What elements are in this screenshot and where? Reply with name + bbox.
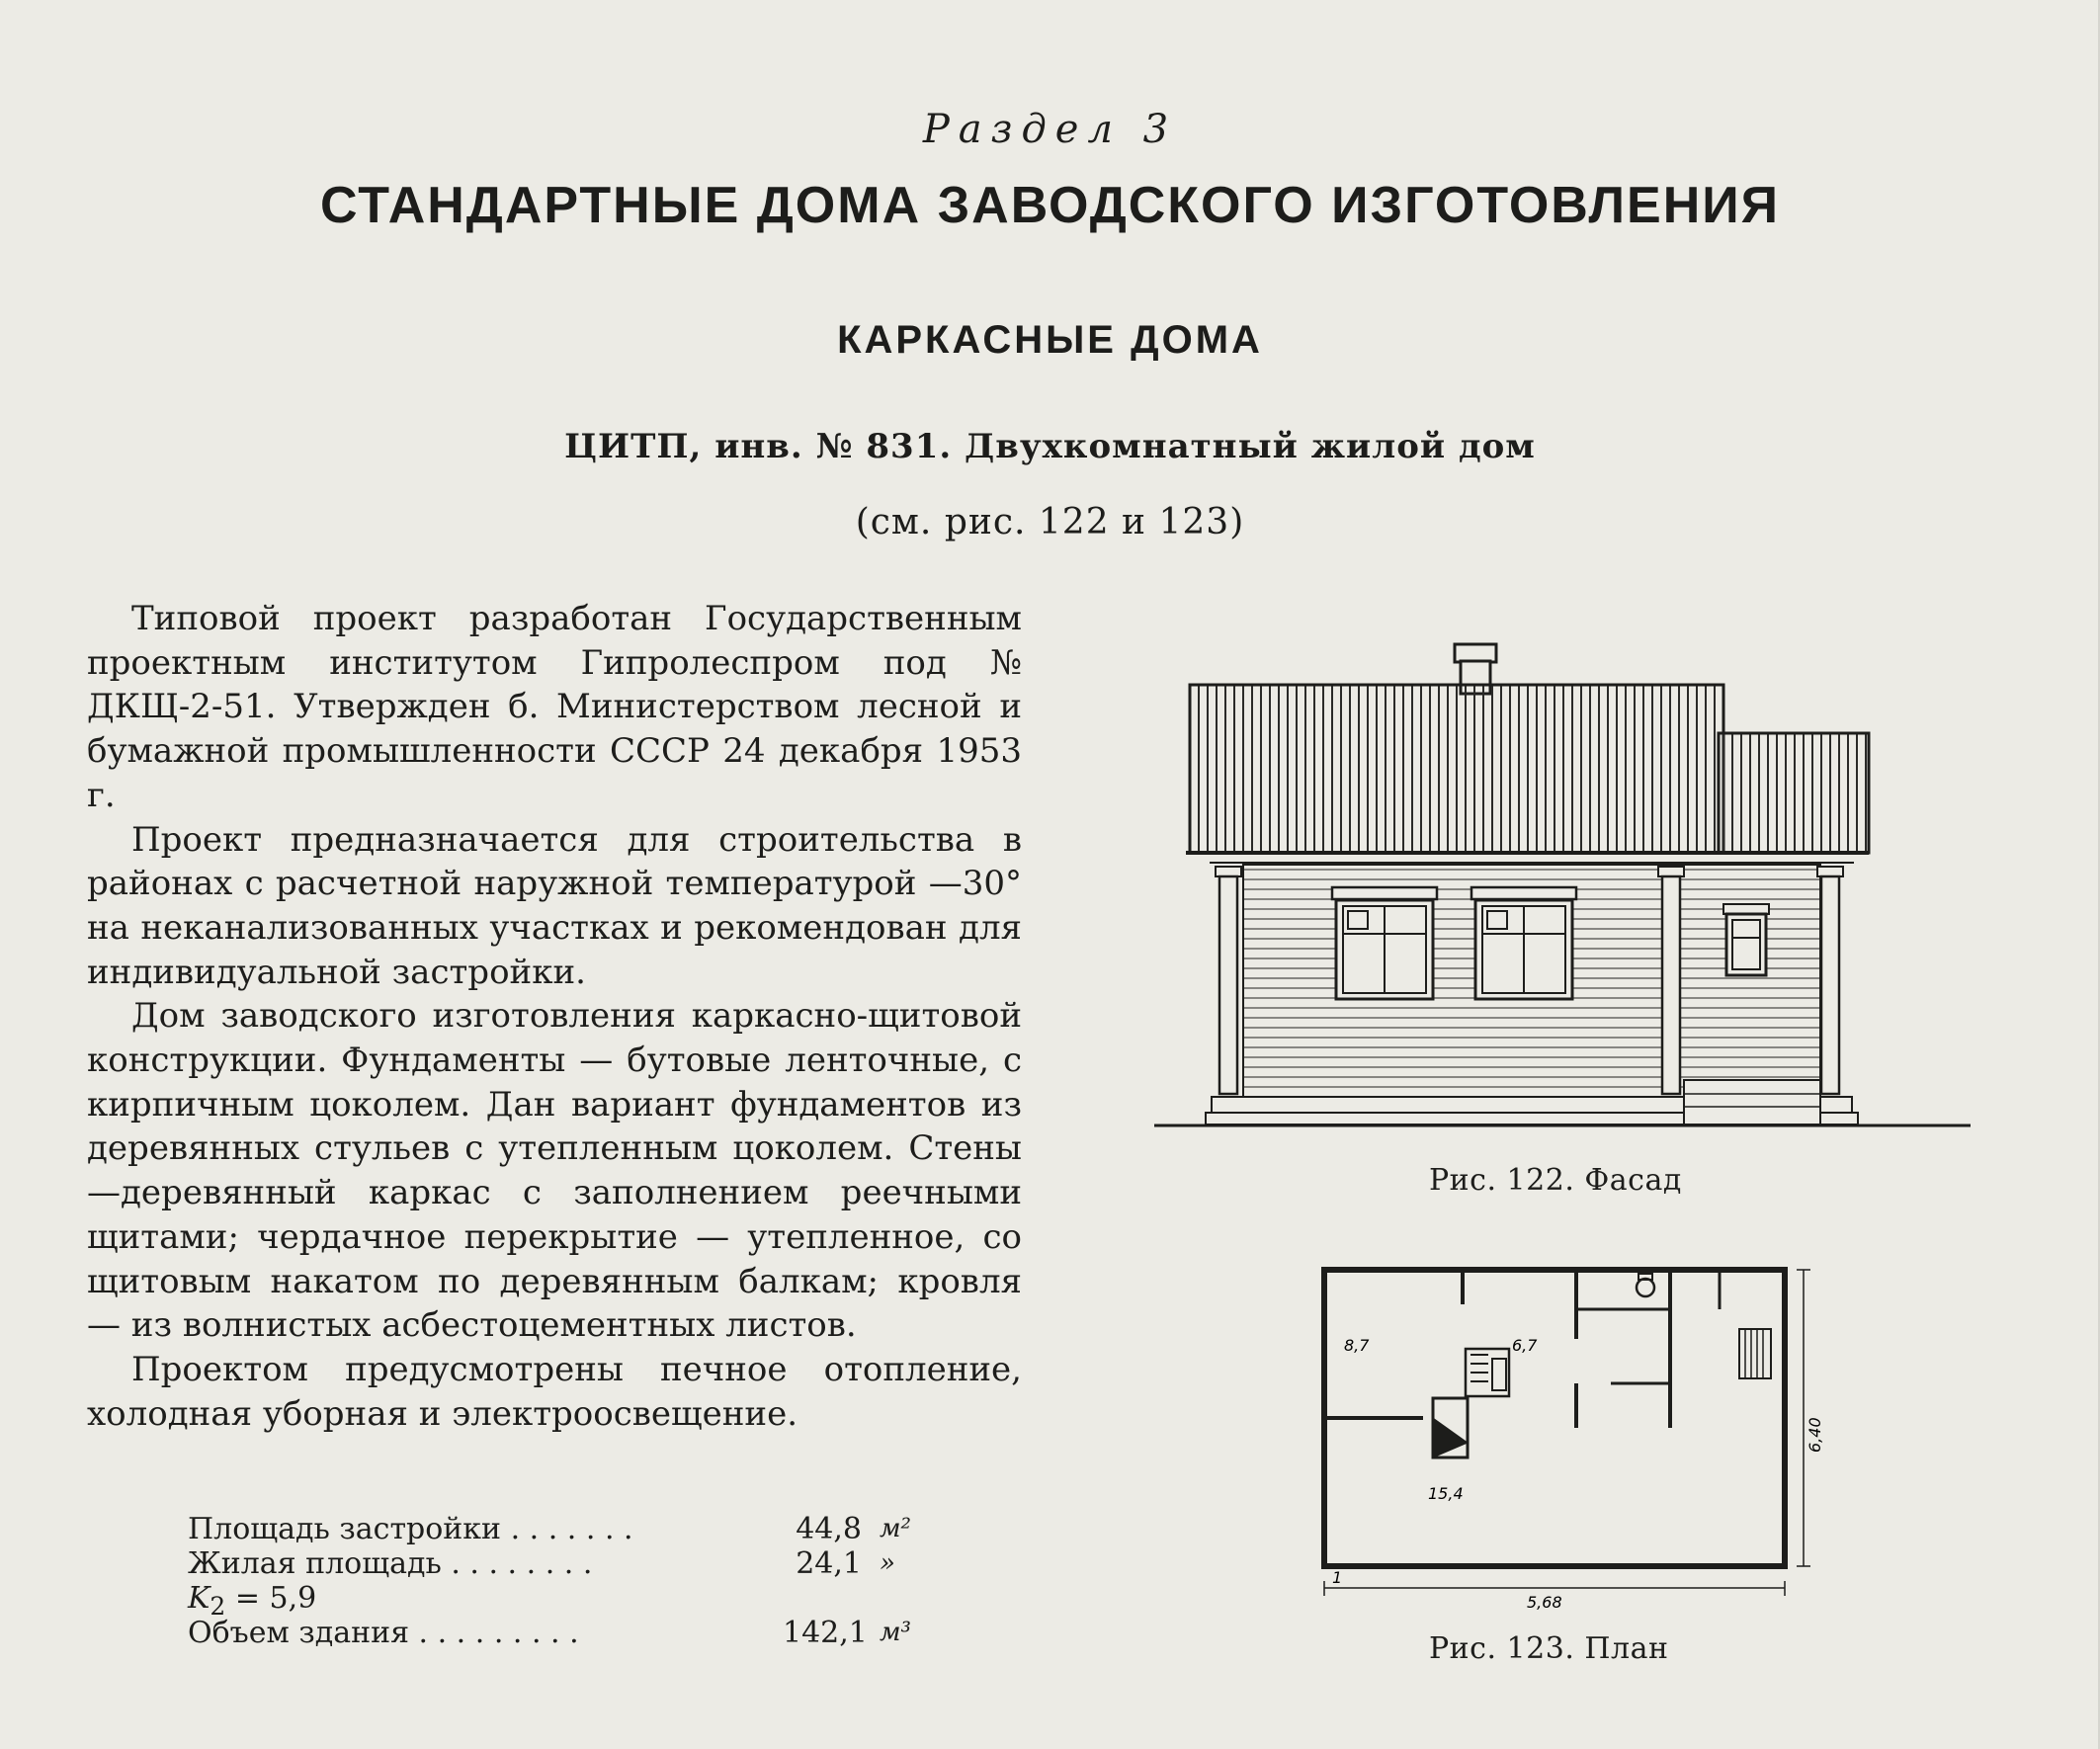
- paragraph-purpose: Проект предназначается для строительства в районах с расчетной наружной температурой —30° на неканализованных участках и рекомендован для индивидуальной застройки.: [87, 819, 1022, 992]
- marker-label: 1: [1332, 1568, 1343, 1587]
- room-area-label: 6,7: [1512, 1336, 1538, 1355]
- paragraph-origin: Типовой проект разработан Государственным проектным институтом Гипролеспром под № ДКЩ-2-51. Утвержден б. Министерством лесной и бумажной промышленности СССР 24 декабря 1953 г.: [87, 599, 1022, 815]
- facade-drawing: [1150, 637, 1974, 1141]
- stat-value: 142,1: [783, 1616, 868, 1650]
- plan-caption: Рис. 123. План: [1429, 1631, 1669, 1666]
- room-area-label: 15,4: [1428, 1484, 1464, 1503]
- paragraph-construction: Дом заводского изготовления каркасно-щитовой конструкции. Фундаменты — бутовые ленточные, с кирпичным цоколем. Дан вариант фундаментов из деревянных стульев с утепленным цоколем. Стены—деревянный каркас с заполнением реечными щитами; чердачное перекрытие — утепленное, со щитовым накатом по деревянным балкам; кровля — из волнистых асбестоцементных листов.: [87, 996, 1022, 1346]
- stat-value: 44,8: [796, 1512, 862, 1546]
- stat-row-living-area: [188, 1546, 959, 1581]
- stat-value: 24,1: [796, 1546, 862, 1581]
- stat-row-k2: [188, 1581, 959, 1621]
- stat-unit: м³: [880, 1618, 911, 1647]
- room-area-label: 8,7: [1344, 1336, 1370, 1355]
- body-text: [87, 597, 1022, 1436]
- stat-label: $K_2 = 5,9$: [188, 1581, 317, 1621]
- width-dimension: 5,68: [1527, 1593, 1562, 1612]
- depth-dimension: 6,40: [1806, 1417, 1824, 1453]
- facade-caption: Рис. 122. Фасад: [1429, 1163, 1682, 1198]
- project-title: ЦИТП, инв. № 831. Двухкомнатный жилой дом: [564, 427, 1536, 466]
- section-title: СТАНДАРТНЫЕ ДОМА ЗАВОДСКОГО ИЗГОТОВЛЕНИЯ: [319, 177, 1781, 234]
- section-label: Раздел 3: [922, 107, 1178, 152]
- figure-reference: (см. рис. 122 и 123): [855, 502, 1245, 542]
- stat-unit: »: [880, 1548, 895, 1578]
- stat-row-footprint: [188, 1512, 959, 1546]
- stat-label: Площадь застройки . . . . . . .: [188, 1512, 633, 1546]
- stat-label: Объем здания . . . . . . . . .: [188, 1616, 579, 1650]
- stat-label: Жилая площадь . . . . . . . .: [188, 1546, 593, 1581]
- paragraph-utilities: Проектом предусмотрены печное отопление, холодная уборная и электроосвещение.: [87, 1349, 1022, 1434]
- stat-row-volume: [188, 1616, 959, 1650]
- floor-plan-drawing: [1314, 1250, 1828, 1618]
- subsection-title: КАРКАСНЫЕ ДОМА: [837, 318, 1263, 362]
- building-stats: [188, 1512, 959, 1650]
- stat-unit: м²: [880, 1514, 911, 1543]
